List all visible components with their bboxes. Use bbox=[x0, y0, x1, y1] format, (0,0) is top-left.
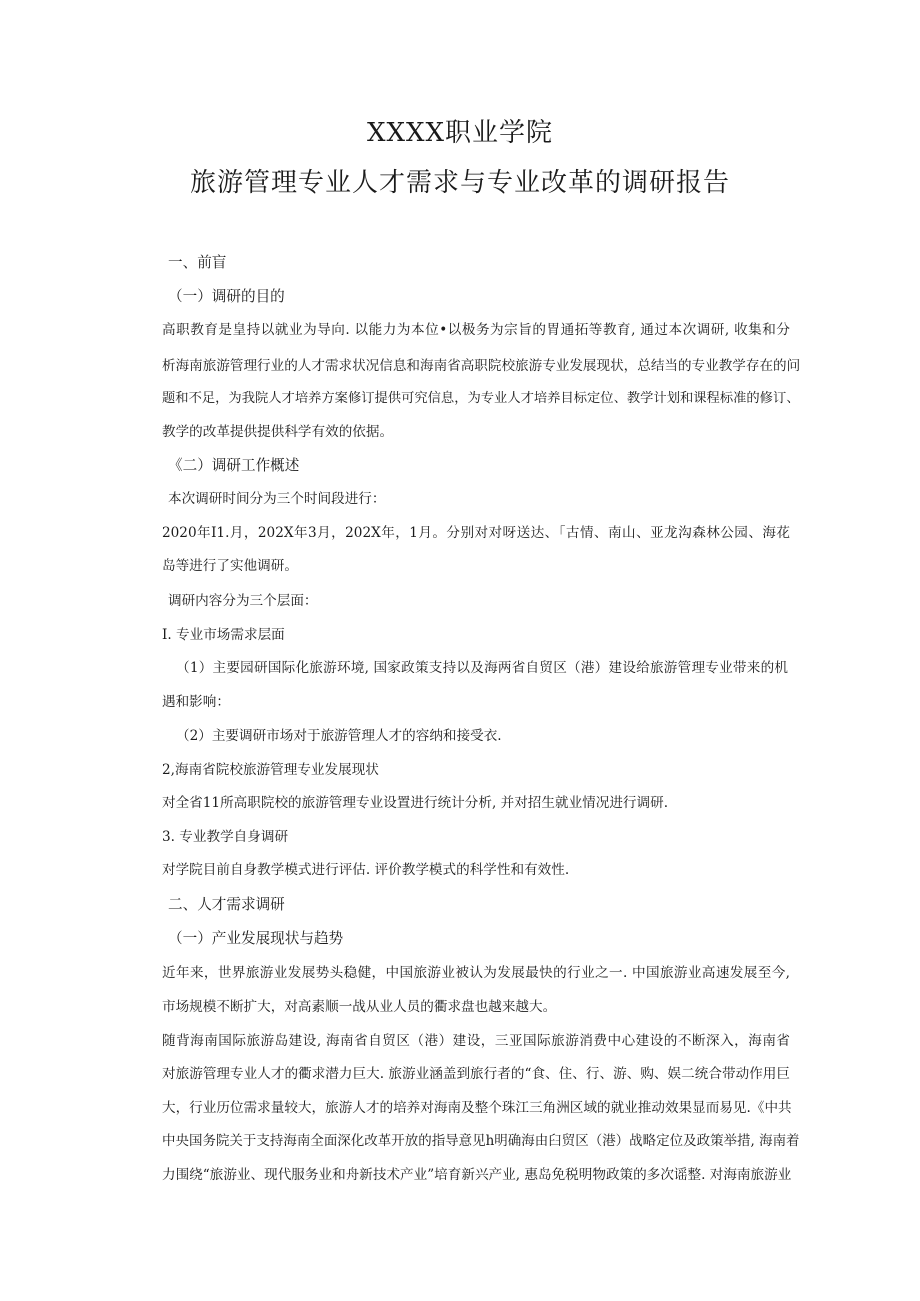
paragraph-line: 岛等进行了实他调研。 bbox=[162, 558, 298, 574]
list-item: I. 专业市场需求层面 bbox=[162, 627, 285, 643]
paragraph-line: 2020年I1.月，202X年3月，202X年，1月。分别对对呀送达、「古情、南山、亚龙沟森林公园、海花 bbox=[162, 525, 790, 541]
paragraph-line: 大，行业历位需求量较大，旅游人才的培养对海南及整个珠江三角洲区域的就业推动效果显而易见.《中共 bbox=[162, 1100, 792, 1116]
section-heading-preface: 一、前盲 bbox=[168, 254, 227, 271]
subsection-heading-overview: 《二）调研工作概述 bbox=[168, 457, 300, 474]
paragraph-line: 题和不足，为我院人才培养方案修订提供可究信息，为专业人才培养目标定位、教学计划和课程标准的修订、 bbox=[162, 391, 800, 406]
document-title-report: 旅游管理专业人才需求与专业改革的调研报告 bbox=[189, 168, 730, 198]
paragraph-line: 中央国务院关于支持海南全面深化改革开放的指导意见h明确海由臼贸区（港）战略定位及政策举措, 海南着 bbox=[162, 1133, 800, 1149]
paragraph-line: 教学的改革提供提供科学有效的依据。 bbox=[162, 424, 394, 440]
paragraph-line: 对旅游管理专业人才的衢求潜力巨大. 旅游业涵盖到旅行者的“食、住、行、游、购、娱二统合带动作用巨 bbox=[162, 1066, 790, 1082]
section-heading-talent-demand: 二、人才需求调研 bbox=[168, 896, 285, 913]
paragraph-line: 力围绕“旅游业、现代服务业和舟新技术产业”培育新兴产业, 惠岛免税明物政策的多次谣整. 对海南旅游业 bbox=[162, 1167, 792, 1183]
paragraph-line: 近年来，世界旅游业发展势头稳健，中国旅游业被认为发展最快的行业之一. 中国旅游业高速发展至今, bbox=[162, 965, 790, 981]
paragraph-line: 高职教育是皇持以就业为导向. 以能力为本位•以极务为宗旨的胃通拓等教育, 通过本次调研, 收集和分 bbox=[162, 322, 790, 338]
paragraph-line: 调研内容分为三个层面： bbox=[168, 593, 318, 609]
list-subitem: 遇和影响： bbox=[162, 694, 230, 710]
paragraph-line: 市场规模不断扩大，对高素顺一战从业人员的衢求盘也越来越大。 bbox=[162, 999, 557, 1015]
list-subitem: （1）主要园研国际化旅游环境, 国家政策支持以及海两省自贸区（港）建设给旅游管理专业带来的机 bbox=[176, 660, 788, 676]
paragraph-line: 随背海南国际旅游岛建设, 海南省自贸区（港）建设，三亚国际旅游消费中心建设的不断深入，海南省 bbox=[162, 1033, 790, 1049]
list-subitem: （2）主要调研市场对于旅游管理人才的容纳和接受衣. bbox=[176, 728, 502, 744]
paragraph-line: 对全省11所高职院校的旅游管理专业设置进行统计分析, 并对招生就业情况进行调研. bbox=[162, 795, 669, 811]
subsection-heading-purpose: （一）调研的目的 bbox=[168, 288, 285, 305]
paragraph-line: 对学院目前自身教学模式进行评估. 评价教学模式的科学性和有效性. bbox=[162, 862, 570, 878]
paragraph-line: 析海南旅游管理行业的人才需求状况信息和海南省高职院校旅游专业发展现状，总结当的专业教学存在的问 bbox=[162, 358, 801, 374]
document-title-institution: XXXX职业学院 bbox=[366, 118, 554, 148]
subsection-heading-industry-trends: （一）产业发展现状与趋势 bbox=[168, 930, 344, 947]
paragraph-line: 本次调研时间分为三个时间段进行： bbox=[168, 491, 386, 507]
list-item: 3. 专业教学自身调研 bbox=[162, 829, 289, 845]
list-item: 2,海南省院校旅游管理专业发展现状 bbox=[162, 762, 379, 778]
